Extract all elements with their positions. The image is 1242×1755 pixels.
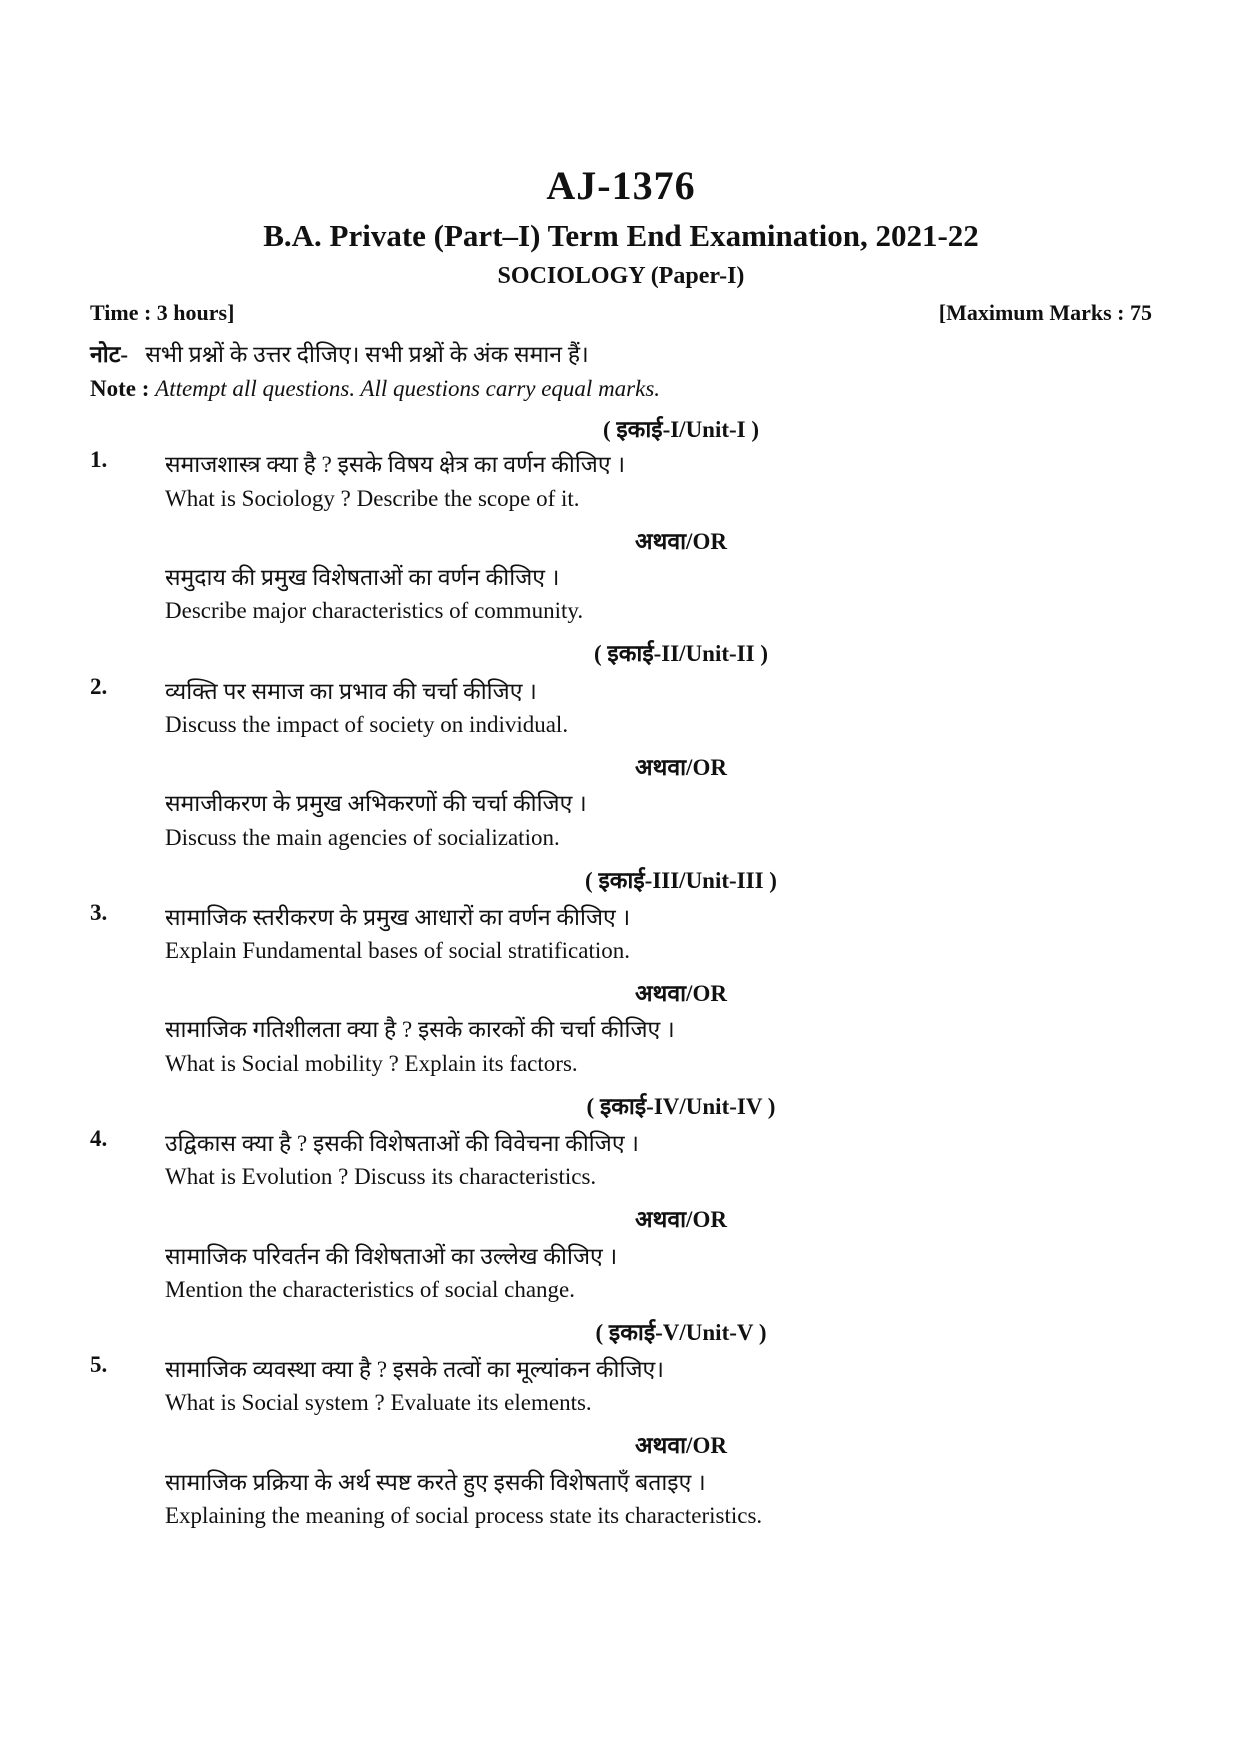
- or-divider: अथवा/OR: [635, 755, 727, 780]
- alternate-question-hindi: समुदाय की प्रमुख विशेषताओं का वर्णन कीजिए ।: [165, 565, 560, 590]
- note-english: [90, 376, 660, 402]
- question-english: What is Evolution ? Discuss its characteristics.: [165, 1164, 597, 1189]
- alternate-question-hindi: सामाजिक परिवर्तन की विशेषताओं का उल्लेख कीजिए ।: [165, 1244, 618, 1269]
- question-hindi: सामाजिक व्यवस्था क्या है ? इसके तत्वों का मूल्यांकन कीजिए।: [165, 1357, 664, 1382]
- note-english-text: Attempt all questions. All questions carry equal marks.: [155, 376, 661, 401]
- maximum-marks: [Maximum Marks : 75: [938, 300, 1152, 325]
- question-number: 2.: [90, 674, 108, 699]
- unit-heading: ( इकाई-I/Unit-I ): [602, 417, 760, 442]
- question-number: 1.: [90, 447, 108, 472]
- question-english: Explain Fundamental bases of social stratification.: [165, 938, 630, 963]
- paper-code: AJ-1376: [546, 163, 696, 208]
- alternate-question-english: Describe major characteristics of community.: [165, 598, 584, 623]
- alternate-question-english: Discuss the main agencies of socialization.: [165, 825, 560, 850]
- question-number: 5.: [90, 1352, 108, 1377]
- question-english: What is Social system ? Evaluate its elements.: [165, 1390, 592, 1415]
- question-hindi: समाजशास्त्र क्या है ? इसके विषय क्षेत्र का वर्णन कीजिए ।: [165, 452, 626, 477]
- question-hindi: व्यक्ति पर समाज का प्रभाव की चर्चा कीजिए ।: [165, 679, 537, 704]
- alternate-question-hindi: समाजीकरण के प्रमुख अभिकरणों की चर्चा कीजिए ।: [165, 791, 587, 816]
- alternate-question-hindi: सामाजिक गतिशीलता क्या है ? इसके कारकों की चर्चा कीजिए ।: [165, 1017, 675, 1042]
- alternate-question-hindi: सामाजिक प्रक्रिया के अर्थ स्पष्ट करते हुए इसकी विशेषताएँ बताइए ।: [165, 1470, 706, 1495]
- alternate-question-english: Mention the characteristics of social change.: [165, 1277, 576, 1302]
- note-hindi: [90, 337, 589, 369]
- alternate-question-english: What is Social mobility ? Explain its factors.: [165, 1051, 578, 1076]
- unit-heading: ( इकाई-III/Unit-III ): [585, 868, 777, 893]
- question-english: What is Sociology ? Describe the scope of it.: [165, 486, 580, 511]
- note-english-label: Note :: [90, 376, 150, 401]
- question-english: Discuss the impact of society on individual.: [165, 712, 569, 737]
- alternate-question-english: Explaining the meaning of social process state its characteristics.: [165, 1503, 763, 1528]
- unit-heading: ( इकाई-IV/Unit-IV ): [586, 1094, 776, 1119]
- exam-title: B.A. Private (Part–I) Term End Examination, 2021-22: [263, 218, 979, 253]
- unit-heading: ( इकाई-V/Unit-V ): [595, 1320, 767, 1345]
- question-number: 4.: [90, 1126, 108, 1151]
- or-divider: अथवा/OR: [635, 981, 727, 1006]
- unit-heading: ( इकाई-II/Unit-II ): [594, 641, 768, 666]
- time-allowed: Time : 3 hours]: [90, 300, 235, 325]
- question-hindi: सामाजिक स्तरीकरण के प्रमुख आधारों का वर्णन कीजिए ।: [165, 905, 631, 930]
- question-hindi: उद्विकास क्या है ? इसकी विशेषताओं की विवेचना कीजिए ।: [165, 1131, 640, 1156]
- note-hindi-label: नोट-: [90, 342, 128, 367]
- or-divider: अथवा/OR: [635, 529, 727, 554]
- subject-title: SOCIOLOGY (Paper-I): [497, 263, 745, 289]
- question-number: 3.: [90, 900, 108, 925]
- or-divider: अथवा/OR: [635, 1433, 727, 1458]
- or-divider: अथवा/OR: [635, 1207, 727, 1232]
- note-hindi-text: सभी प्रश्नों के उत्तर दीजिए। सभी प्रश्नों के अंक समान हैं।: [145, 342, 589, 367]
